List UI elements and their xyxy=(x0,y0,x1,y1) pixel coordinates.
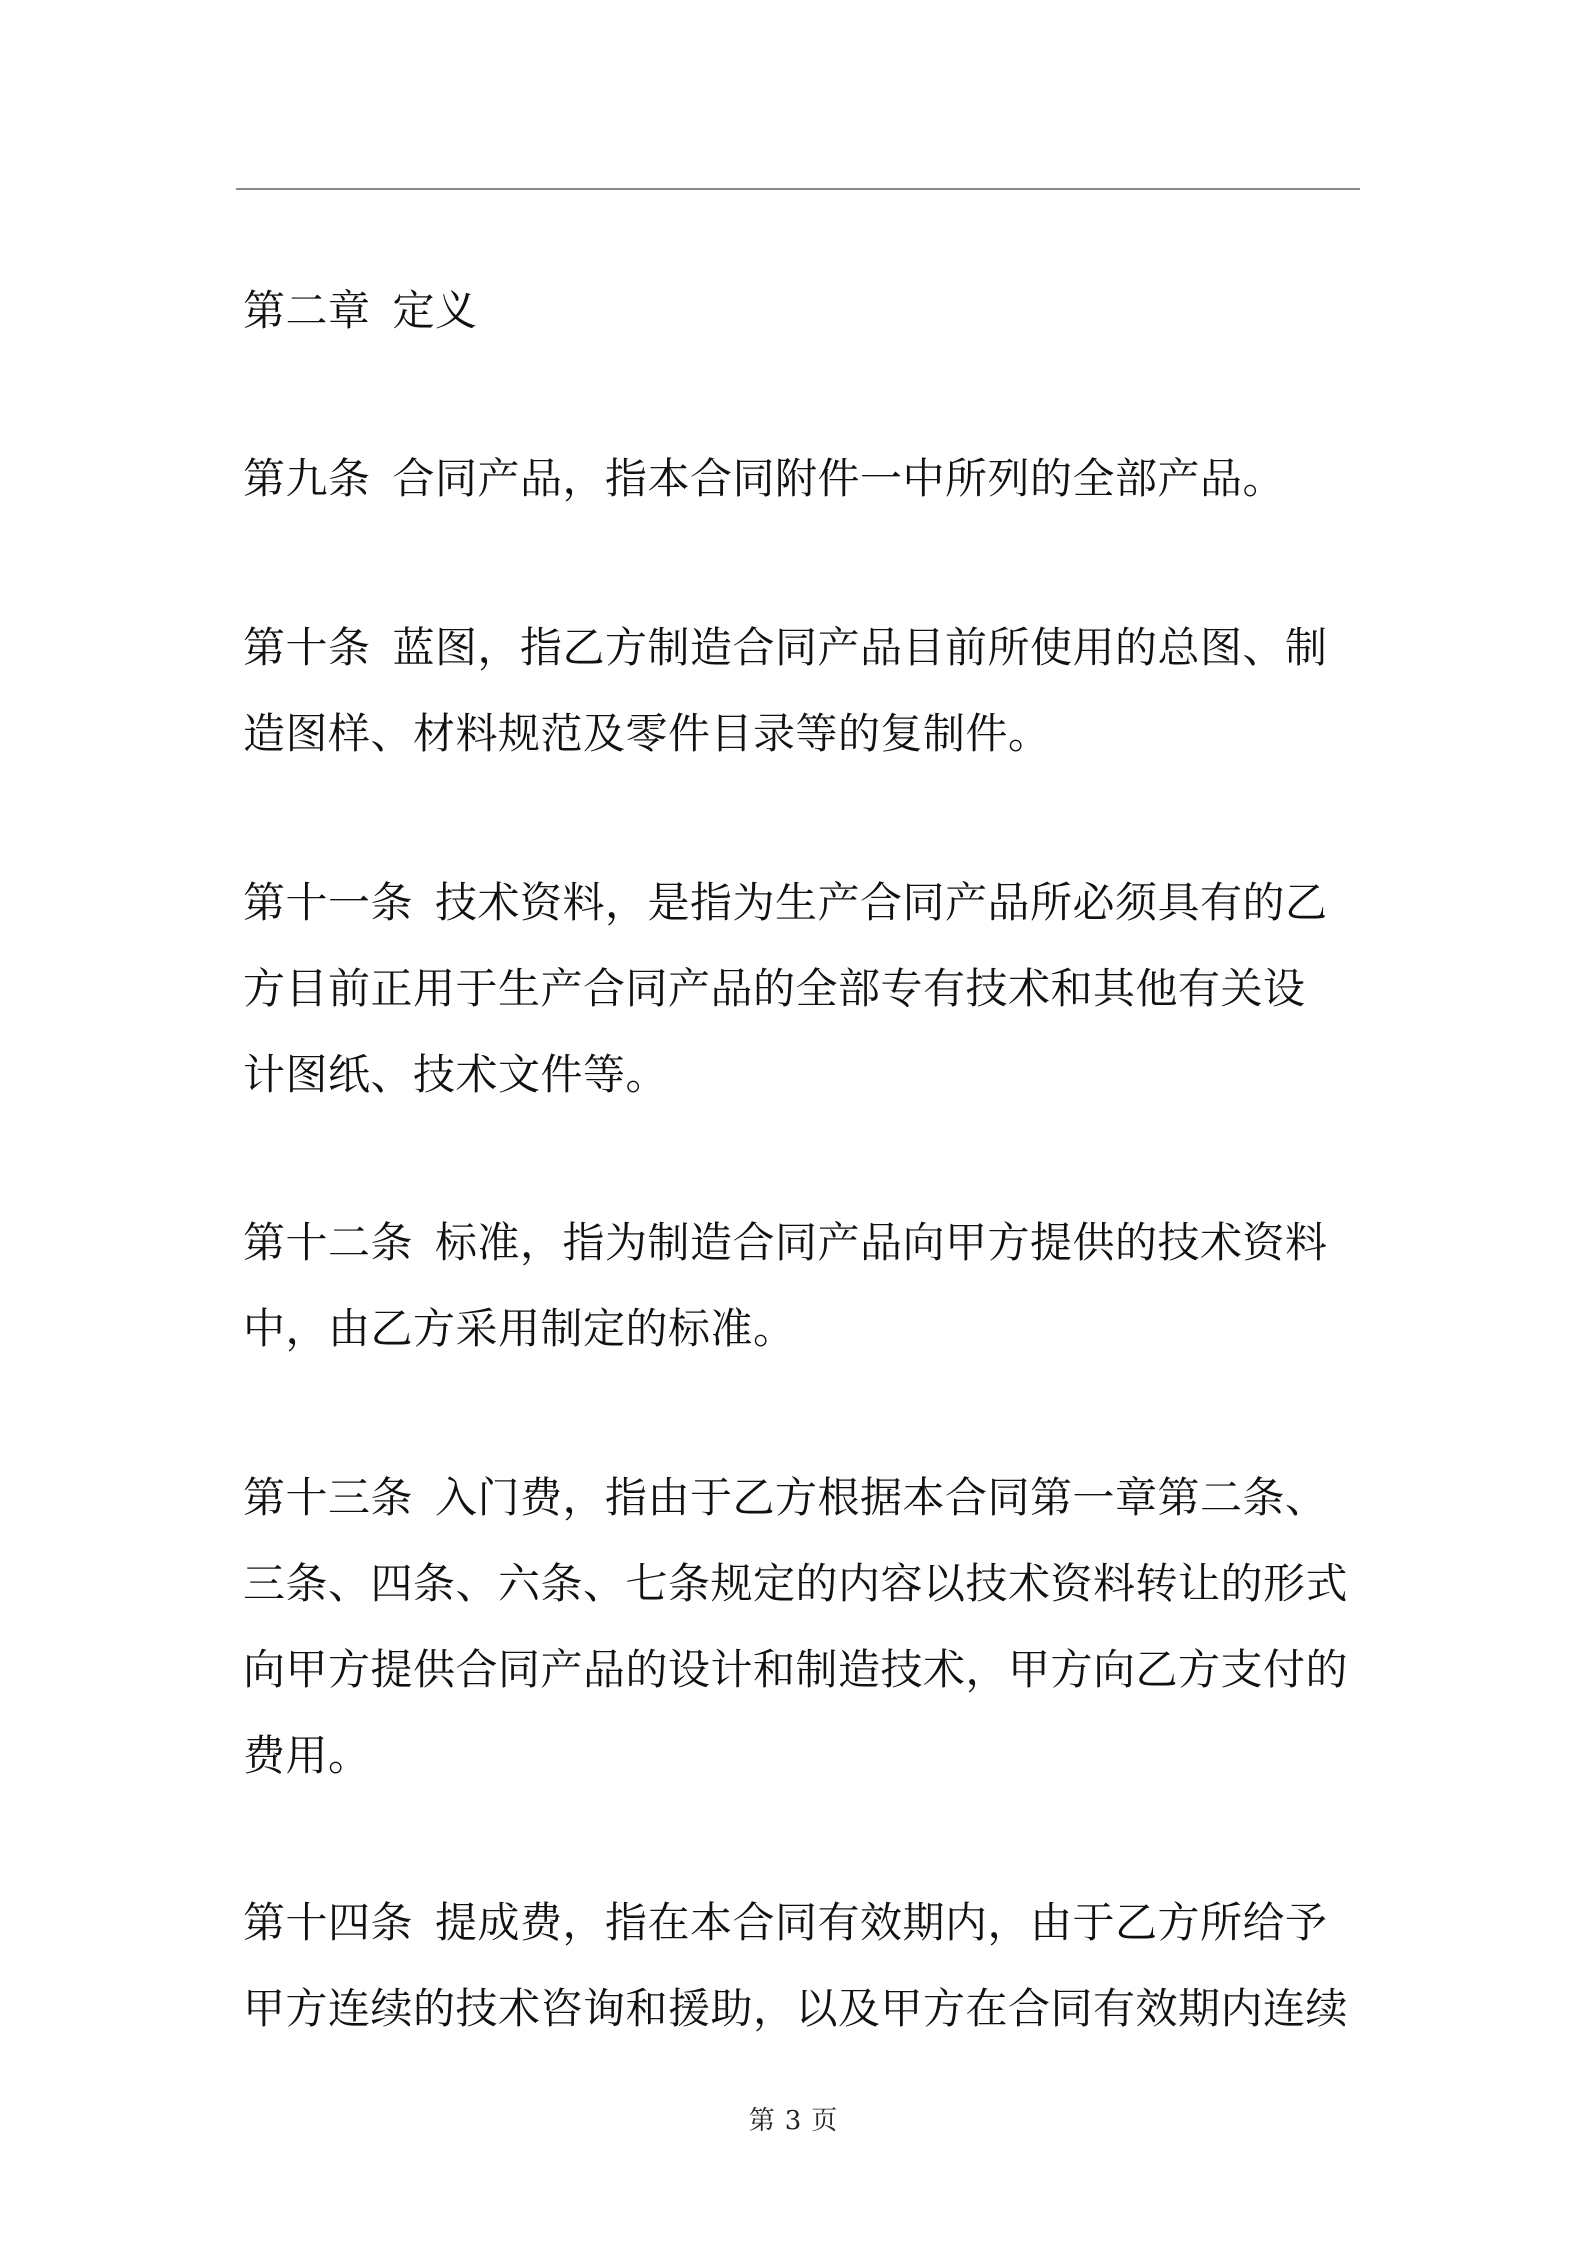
article-text-line: 方目前正用于生产合同产品的全部专有技术和其他有关设 xyxy=(243,964,1306,1013)
article-14 xyxy=(243,1880,1363,2052)
article-number: 第十二条 xyxy=(243,1218,414,1267)
article-13 xyxy=(243,1455,1363,1799)
article-text-line: 提成费，指在本合同有效期内，由于乙方所给予 xyxy=(435,1898,1328,1947)
article-number: 第十一条 xyxy=(243,878,414,927)
article-text-line: 蓝图，指乙方制造合同产品目前所使用的总图、制 xyxy=(392,623,1328,672)
article-number: 第九条 xyxy=(243,454,371,503)
chapter-number: 第二章 xyxy=(243,286,371,335)
header-rule xyxy=(236,188,1360,190)
article-10 xyxy=(243,605,1363,777)
article-text-line: 甲方连续的技术咨询和援助，以及甲方在合同有效期内连续 xyxy=(243,1984,1349,2033)
article-text-line: 向甲方提供合同产品的设计和制造技术，甲方向乙方支付的 xyxy=(243,1645,1349,1694)
article-text-line: 标准，指为制造合同产品向甲方提供的技术资料 xyxy=(435,1218,1328,1267)
article-text-line: 中，由乙方采用制定的标准。 xyxy=(243,1304,796,1353)
article-number: 第十三条 xyxy=(243,1473,414,1522)
article-11 xyxy=(243,860,1363,1118)
article-text-line: 合同产品，指本合同附件一中所列的全部产品。 xyxy=(392,454,1286,503)
article-number: 第十条 xyxy=(243,623,371,672)
article-text-line: 造图样、材料规范及零件目录等的复制件。 xyxy=(243,709,1051,758)
article-text-line: 费用。 xyxy=(243,1731,371,1780)
page-footer xyxy=(0,2100,1586,2137)
article-text-line: 三条、四条、六条、七条规定的内容以技术资料转让的形式 xyxy=(243,1559,1349,1608)
article-number: 第十四条 xyxy=(243,1898,414,1947)
page-number: 3 xyxy=(784,2106,802,2136)
page-label-suffix: 页 xyxy=(811,2106,838,2136)
article-12 xyxy=(243,1200,1363,1372)
article-text-line: 计图纸、技术文件等。 xyxy=(243,1050,669,1099)
chapter-heading xyxy=(243,268,1363,354)
page-label-prefix: 第 xyxy=(748,2106,775,2136)
article-text-line: 入门费，指由于乙方根据本合同第一章第二条、 xyxy=(435,1473,1328,1522)
chapter-title: 定义 xyxy=(392,286,478,335)
article-9 xyxy=(243,436,1363,522)
article-text-line: 技术资料，是指为生产合同产品所必须具有的乙 xyxy=(435,878,1328,927)
